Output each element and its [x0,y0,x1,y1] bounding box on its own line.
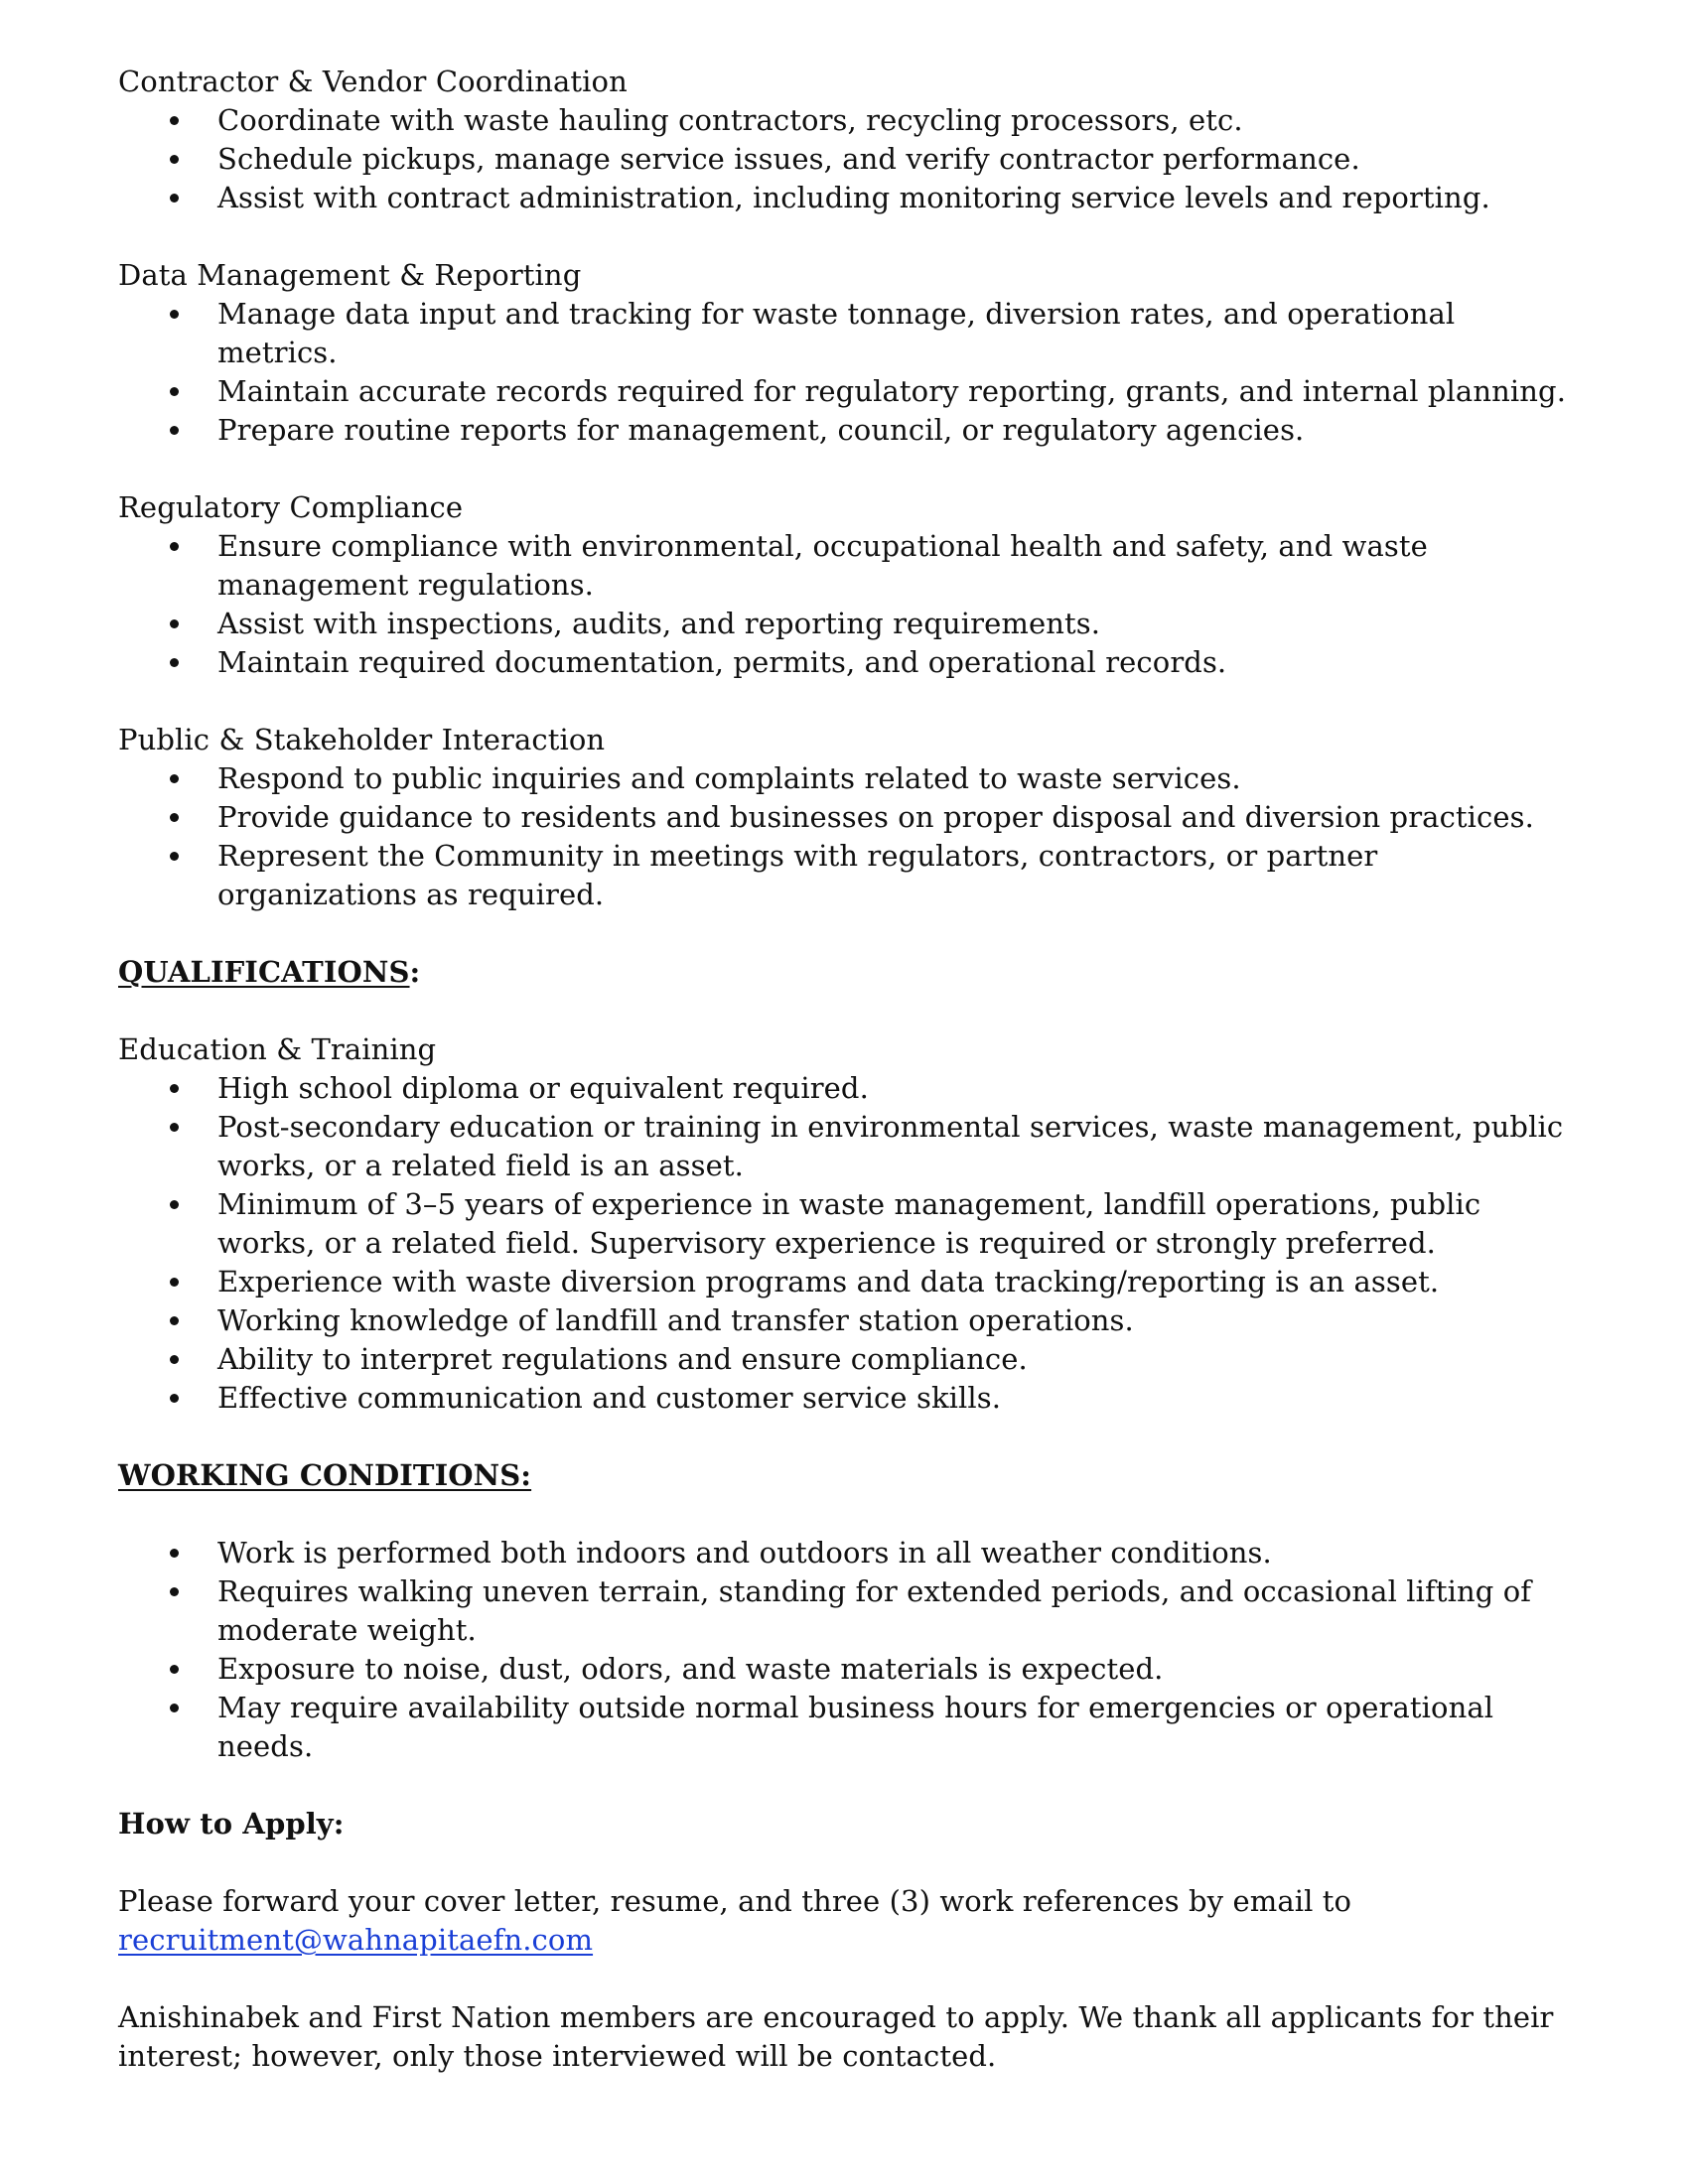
bullet-icon [170,1316,179,1325]
list-item: Manage data input and tracking for waste tonnage, diversion rates, and operational metrics. [118,295,1578,372]
section-contractor-vendor [118,63,1578,217]
bullet-icon [170,155,179,164]
list-item: Exposure to noise, dust, odors, and waste materials is expected. [118,1650,1578,1689]
bullet-icon [170,116,179,125]
list-item: Represent the Community in meetings with regulators, contractors, or partner organizations as required. [118,837,1578,914]
bullet-icon [170,310,179,319]
working-conditions-list [118,1534,1578,1766]
bullet-icon [170,1278,179,1287]
how-to-apply-heading: How to Apply: [118,1807,345,1841]
list-item: Working knowledge of landfill and transfer station operations. [118,1301,1578,1340]
bullet-icon [170,1549,179,1558]
section-education-training [118,1030,1578,1418]
section-title: Contractor & Vendor Coordination [118,65,628,98]
bullet-list [118,295,1578,450]
list-item: Post-secondary education or training in environmental services, waste management, public works, or a related field is an asset. [118,1108,1578,1185]
list-item: Work is performed both indoors and outdoors in all weather conditions. [118,1534,1578,1572]
bullet-list [118,527,1578,682]
document-body [118,63,1578,2076]
working-conditions-heading: WORKING CONDITIONS: [118,1458,532,1492]
list-item: Assist with inspections, audits, and reporting requirements. [118,605,1578,643]
heading-colon: : [409,955,421,989]
list-item: Effective communication and customer service skills. [118,1379,1578,1418]
bullet-icon [170,852,179,861]
section-data-management [118,256,1578,450]
list-item: Minimum of 3–5 years of experience in waste management, landfill operations, public works, or a related field. Supervisory experience is required or strongly preferred. [118,1185,1578,1263]
list-item: Assist with contract administration, including monitoring service levels and reporting. [118,179,1578,217]
list-item: May require availability outside normal business hours for emergencies or operational needs. [118,1689,1578,1766]
bullet-list [118,759,1578,914]
list-item: Ability to interpret regulations and ensure compliance. [118,1340,1578,1379]
section-title: Data Management & Reporting [118,258,582,292]
qualifications-heading: QUALIFICATIONS [118,955,410,989]
bullet-icon [170,1665,179,1674]
section-title: Regulatory Compliance [118,490,464,524]
bullet-icon [170,813,179,822]
list-item: High school diploma or equivalent required. [118,1069,1578,1108]
closing-paragraph: Anishinabek and First Nation members are encouraged to apply. We thank all applicants for their interest; however, only those interviewed will be contacted. [118,2000,1554,2073]
bullet-icon [170,619,179,628]
bullet-icon [170,542,179,551]
bullet-icon [170,658,179,667]
list-item: Requires walking uneven terrain, standing for extended periods, and occasional lifting of moderate weight. [118,1572,1578,1650]
list-item: Maintain required documentation, permits, and operational records. [118,643,1578,682]
recruitment-email-link[interactable]: recruitment@wahnapitaefn.com [118,1923,594,1957]
list-item: Coordinate with waste hauling contractors, recycling processors, etc. [118,101,1578,140]
bullet-icon [170,1704,179,1712]
bullet-icon [170,1587,179,1596]
list-item: Schedule pickups, manage service issues, and verify contractor performance. [118,140,1578,179]
apply-instruction: Please forward your cover letter, resume, and three (3) work references by email to recruitment@wahnapitaefn.com [118,1884,1352,1957]
bullet-icon [170,387,179,396]
bullet-icon [170,426,179,435]
bullet-icon [170,1084,179,1093]
bullet-icon [170,1200,179,1209]
bullet-list [118,1069,1578,1418]
bullet-icon [170,774,179,783]
list-item: Prepare routine reports for management, council, or regulatory agencies. [118,411,1578,450]
list-item: Maintain accurate records required for regulatory reporting, grants, and internal planning. [118,372,1578,411]
bullet-icon [170,1394,179,1403]
section-title: Public & Stakeholder Interaction [118,723,606,756]
list-item: Provide guidance to residents and businesses on proper disposal and diversion practices. [118,798,1578,837]
list-item: Experience with waste diversion programs and data tracking/reporting is an asset. [118,1263,1578,1301]
bullet-list [118,101,1578,217]
section-public-stakeholder [118,721,1578,914]
list-item: Ensure compliance with environmental, occupational health and safety, and waste management regulations. [118,527,1578,605]
qualifications-heading-line [118,953,1578,992]
bullet-icon [170,1123,179,1132]
section-title: Education & Training [118,1032,437,1066]
section-regulatory-compliance [118,488,1578,682]
bullet-icon [170,1355,179,1364]
list-item: Respond to public inquiries and complaints related to waste services. [118,759,1578,798]
bullet-icon [170,194,179,203]
